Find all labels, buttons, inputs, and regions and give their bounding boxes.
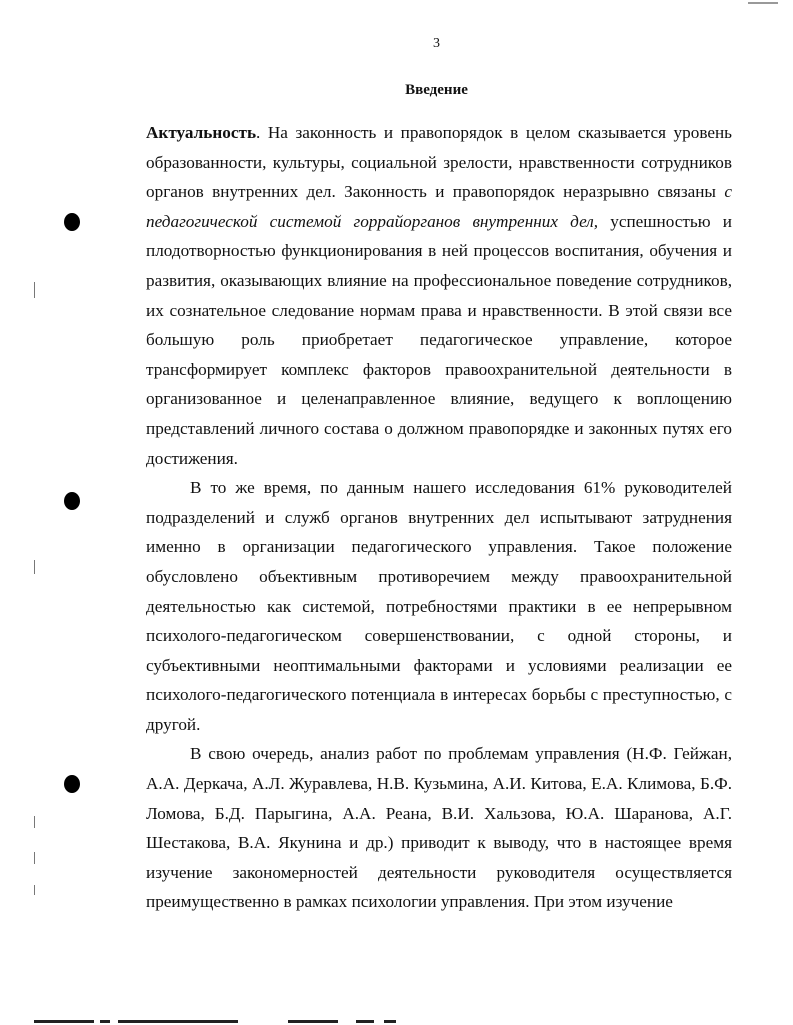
page-number: 3 (433, 36, 440, 51)
italic-phrase: с педагогической системой горрайорганов внутренних дел, (146, 182, 732, 231)
scan-artifact (288, 1020, 338, 1023)
scan-artifact (748, 2, 778, 4)
paragraph-lead: Актуальность (146, 123, 257, 142)
scan-artifact (34, 560, 35, 574)
paragraph-text: успешностью и плодотворностью функционирования в ней процессов воспитания, обучения и развития, оказывающих влияние на профессиональное поведение сотрудников, их сознательное следование нормам права и нравственности. В этой связи все большую роль приобретает педагогическое управление, которое трансформирует комплекс факторов правоохранительной деятельности в организованное и целенаправленное влияние, ведущего к воплощению представлений личного состава о должном правопорядке и законных путях его достижения. (146, 211, 732, 468)
punch-hole-mark (64, 492, 80, 510)
punch-hole-mark (64, 213, 80, 231)
scan-artifact (34, 1020, 94, 1023)
paragraph-analysis: В свою очередь, анализ работ по проблемам управления (Н.Ф. Гейжан, А.А. Деркача, А.Л. Журавлева, Н.В. Кузьмина, А.И. Китова, Е.А. Климова, Б.Ф. Ломова, Б.Д. Парыгина, А.А. Реана, В.И. Хальзова, Ю.А. Шаранова, А.Г. Шестакова, В.А. Якунина и др.) приводит к выводу, что в настоящее время изучение закономерностей деятельности руководителя осуществляется преимущественно в рамках психологии управления. При этом изучение (146, 744, 732, 912)
paragraph-relevance (146, 118, 732, 473)
body-text (146, 118, 732, 917)
scan-artifact (34, 885, 35, 895)
scan-artifact (384, 1020, 396, 1023)
scan-artifact (100, 1020, 110, 1023)
paragraph-research: В то же время, по данным нашего исследования 61% руководителей подразделений и служб органов внутренних дел испытывают затруднения именно в организации педагогического управления. Такое положение обусловлено объективным противоречием между правоохранительной деятельностью как системой, потребностями практики в ее непрерывном психолого-педагогическом совершенствовании, с одной стороны, и субъективными неоптимальными факторами и условиями реализации ее психолого-педагогического потенциала в интересах борьбы с преступностью, с другой. (146, 478, 732, 734)
section-heading: Введение (405, 82, 468, 98)
scan-artifact (34, 852, 35, 864)
paragraph-text: . На законность и правопорядок в целом сказывается уровень образованности, культуры, социальной зрелости, нравственности сотрудников органов внутренних дел. Законность и правопорядок неразрывно связаны (146, 123, 732, 202)
punch-hole-mark (64, 775, 80, 793)
scan-artifact (34, 282, 35, 298)
scan-artifact (118, 1020, 238, 1023)
scan-artifact (34, 816, 35, 828)
scan-artifact (356, 1020, 374, 1023)
